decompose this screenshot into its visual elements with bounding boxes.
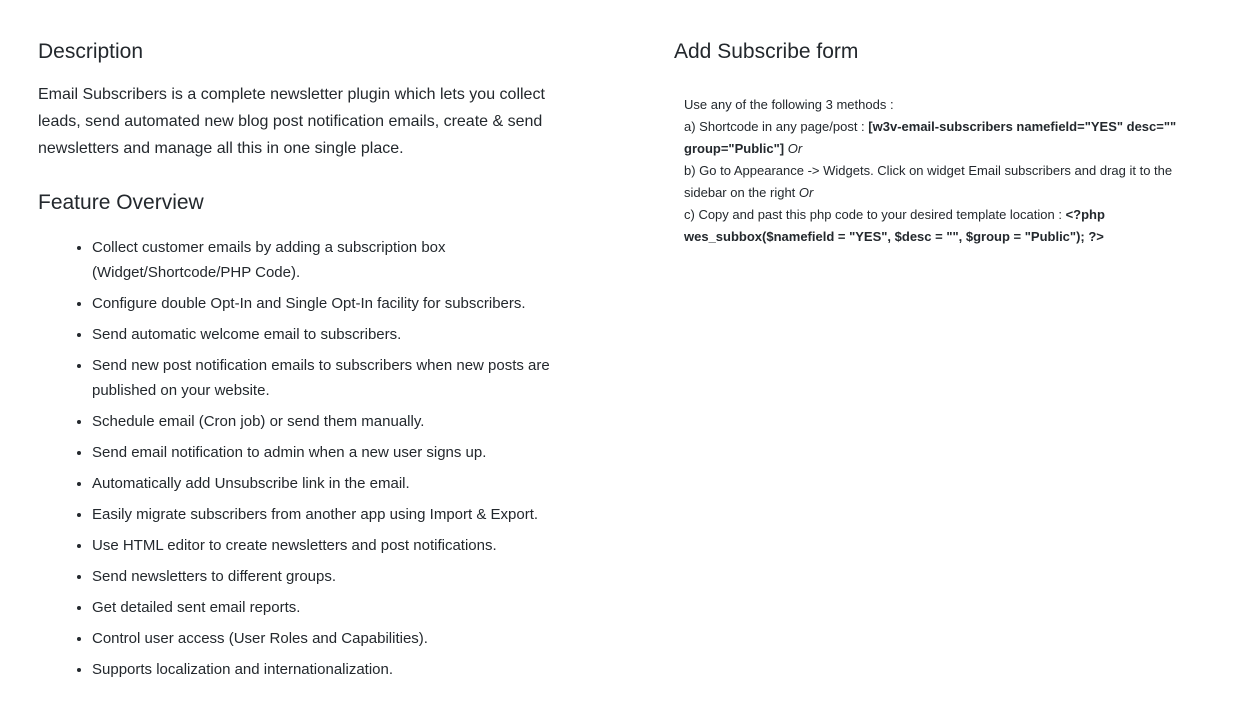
list-item: • Schedule email (Cron job) or send them manually.: [92, 409, 578, 434]
method-c-text: c) Copy and past this php code to your desired template location :: [684, 207, 1066, 222]
description-heading: Description: [38, 40, 144, 63]
feature-list: [38, 235, 578, 682]
list-item: • Collect customer emails by adding a subscription box (Widget/Shortcode/PHP Code).: [92, 235, 578, 285]
subscribe-methods: [684, 94, 1204, 248]
method-c: [684, 204, 1204, 248]
list-item: • Supports localization and internationalization.: [92, 657, 578, 682]
list-item: • Send new post notification emails to subscribers when new posts are published on your website.: [92, 353, 578, 403]
feature-overview-heading: Feature Overview: [38, 191, 204, 214]
method-b-text: b) Go to Appearance -> Widgets. Click on widget Email subscribers and drag it to the sidebar on the right: [684, 163, 1173, 200]
left-column: [38, 38, 578, 688]
list-item: • Easily migrate subscribers from another app using Import & Export.: [92, 502, 578, 527]
shortcode-snippet: [w3v-email-subscribers namefield="YES" desc="" group="Public"]: [684, 119, 1177, 156]
php-code-snippet: <?php wes_subbox($namefield = "YES", $desc = "", $group = "Public"); ?>: [684, 207, 1105, 244]
method-b: [684, 160, 1204, 204]
subscribe-form-heading: Add Subscribe form: [674, 40, 859, 63]
list-item: • Automatically add Unsubscribe link in the email.: [92, 471, 578, 496]
list-item: • Send newsletters to different groups.: [92, 564, 578, 589]
method-a-text: a) Shortcode in any page/post :: [684, 119, 869, 134]
list-item: • Send automatic welcome email to subscribers.: [92, 322, 578, 347]
list-item: • Send email notification to admin when a new user signs up.: [92, 440, 578, 465]
list-item: • Configure double Opt-In and Single Opt-In facility for subscribers.: [92, 291, 578, 316]
description-text: Email Subscribers is a complete newsletter plugin which lets you collect leads, send automated new blog post notification emails, create & send newsletters and manage all this in one single place.: [38, 86, 545, 157]
method-a: [684, 116, 1204, 160]
list-item: • Control user access (User Roles and Capabilities).: [92, 626, 578, 651]
right-column: [674, 38, 1214, 248]
method-b-or: Or: [798, 185, 814, 200]
list-item: • Use HTML editor to create newsletters and post notifications.: [92, 533, 578, 558]
list-item: • Get detailed sent email reports.: [92, 595, 578, 620]
method-a-or: Or: [787, 141, 803, 156]
methods-intro: Use any of the following 3 methods :: [684, 97, 894, 112]
